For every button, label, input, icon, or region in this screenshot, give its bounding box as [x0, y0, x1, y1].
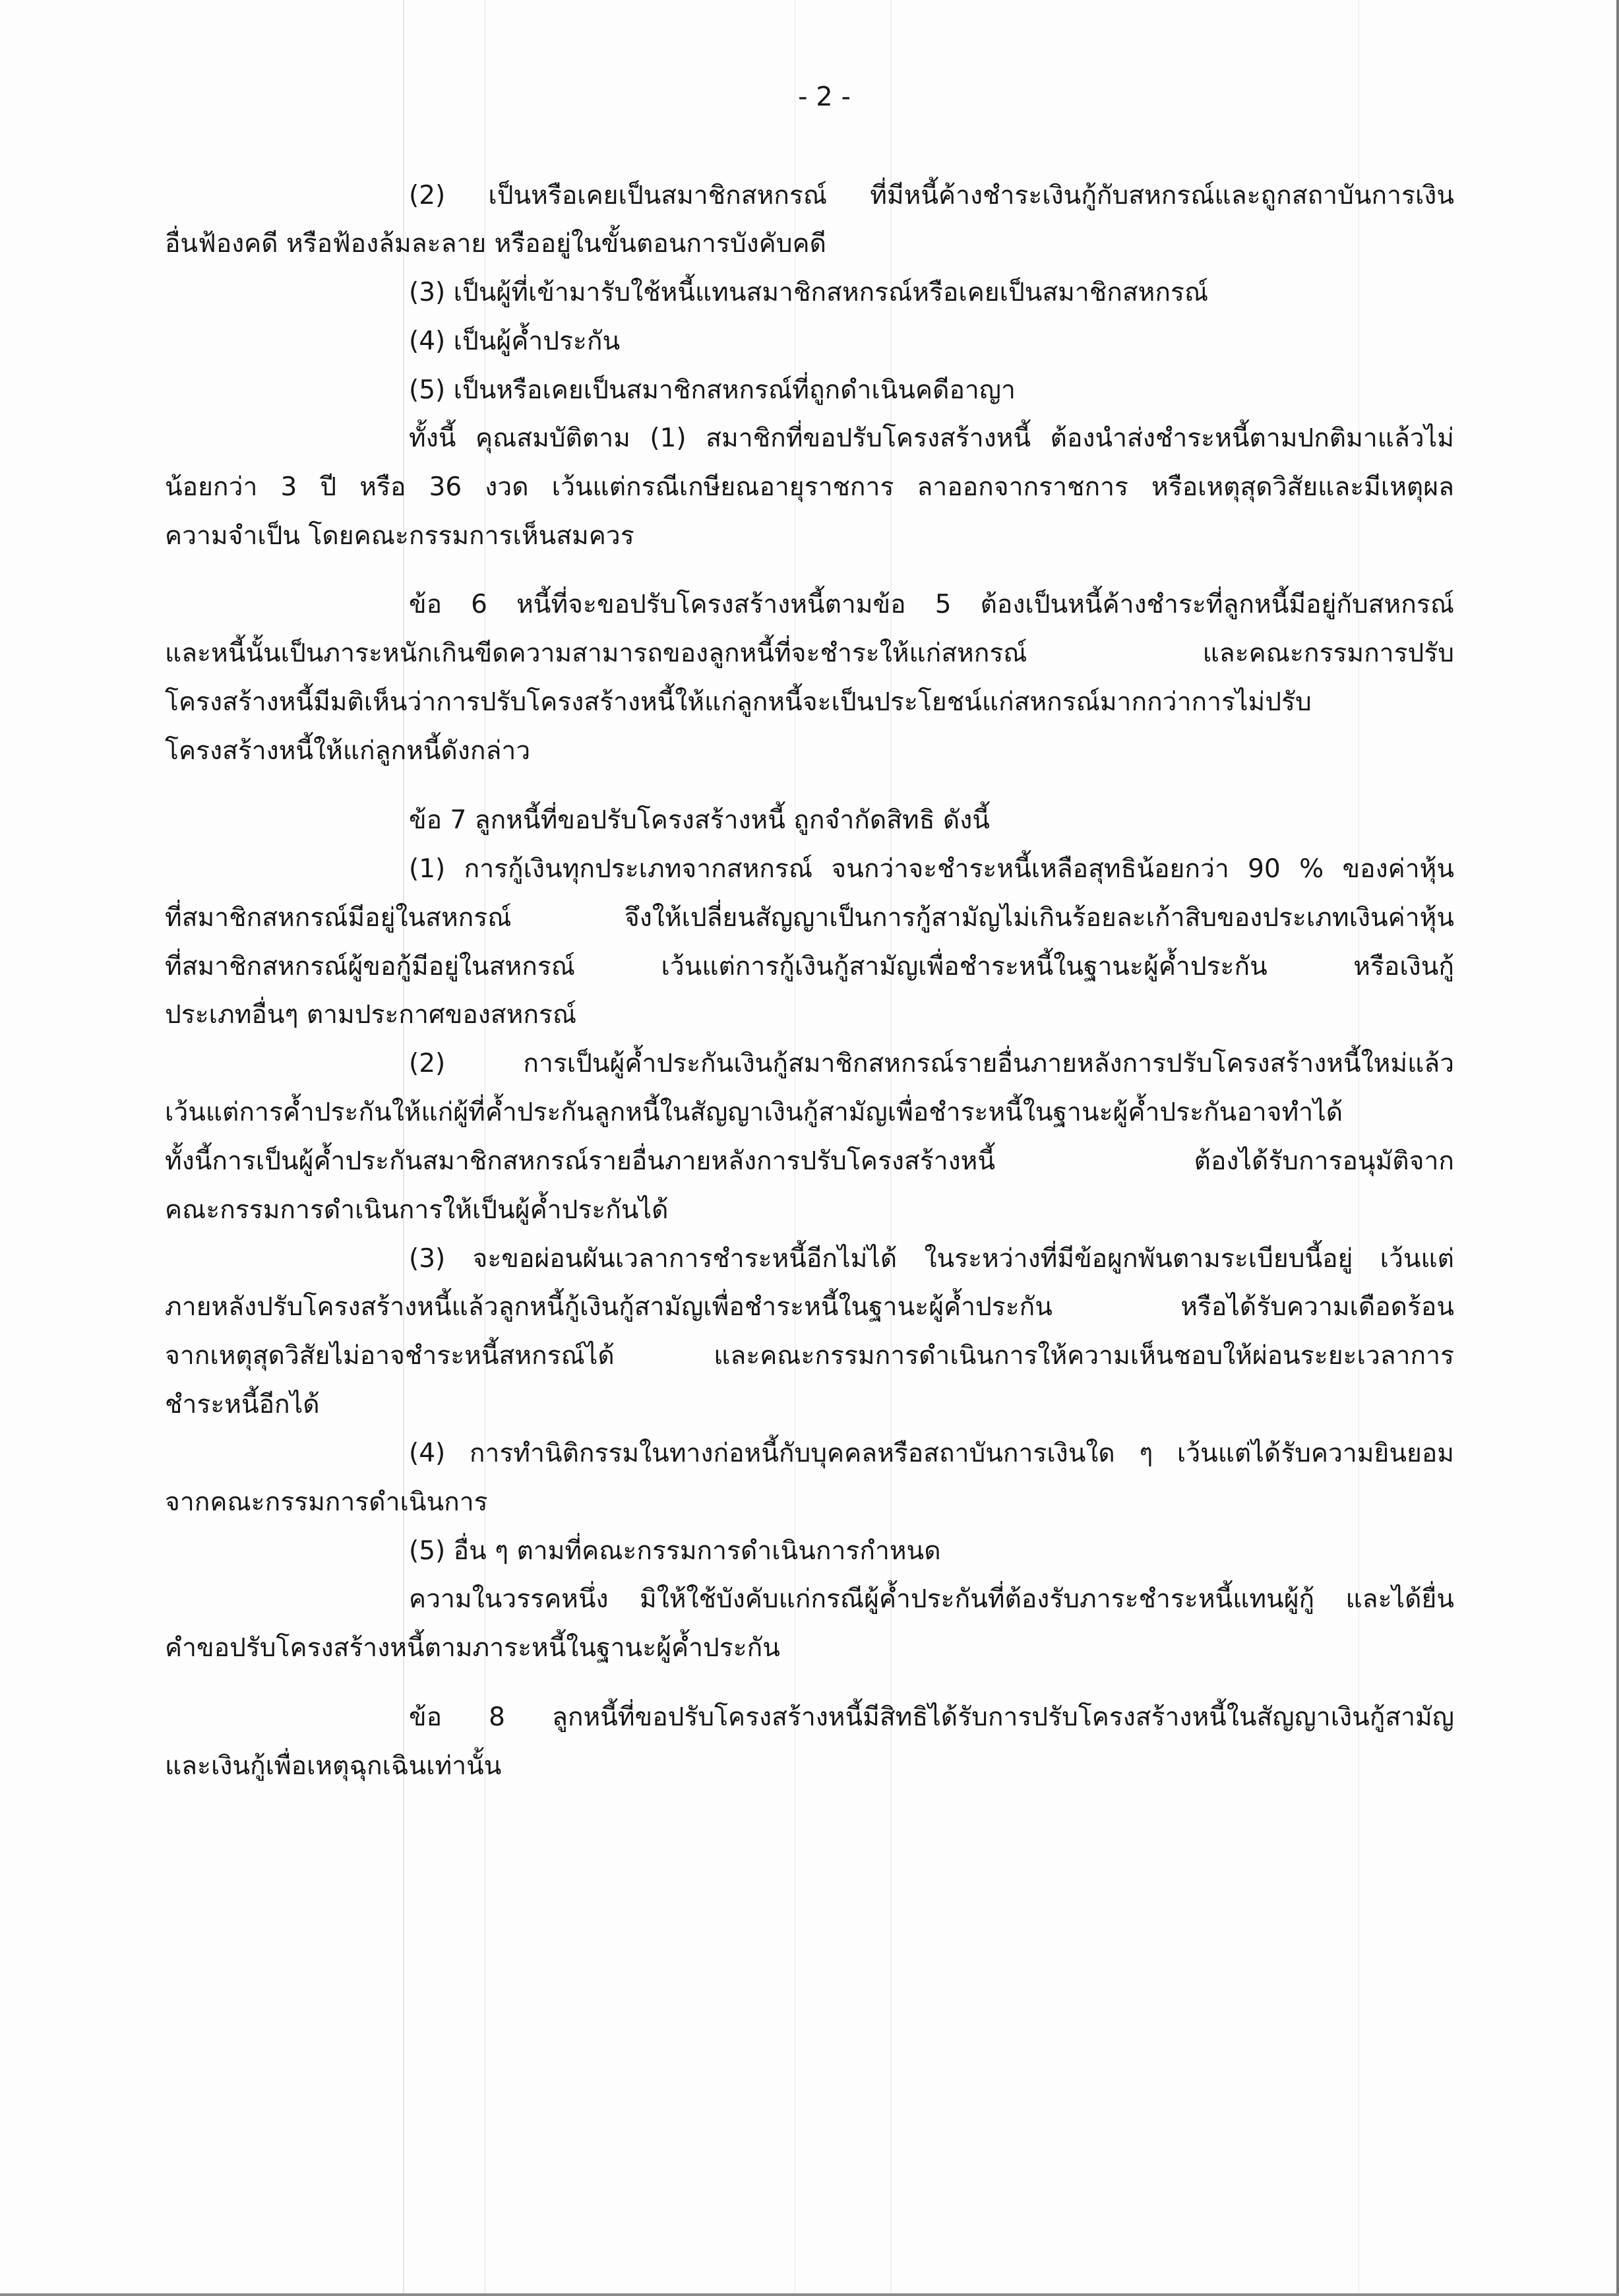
text-line: ทั้งนี้ คุณสมบัติตาม (1) สมาชิกที่ขอปรับโครงสร้างหนี้ ต้องนำส่งชำระหนี้ตามปกติมาแล้วไม่ — [409, 423, 1454, 453]
text-line: ความจำเป็น โดยคณะกรรมการเห็นสมควร — [165, 521, 634, 551]
text-line: โครงสร้างหนี้มีมติเห็นว่าการปรับโครงสร้างหนี้ให้แก่ลูกหนี้จะเป็นประโยชน์แก่สหกรณ์มากกว่าการไม่ปรับ — [165, 687, 1312, 717]
scan-edge-bottom — [0, 2293, 1619, 2296]
text-line: (5) อื่น ๆ ตามที่คณะกรรมการดำเนินการกำหนด — [409, 1536, 941, 1566]
text-line: (3) จะขอผ่อนผันเวลาการชำระหนี้อีกไม่ได้ ในระหว่างที่มีข้อผูกพันตามระเบียบนี้อยู่ เว้นแต่ — [409, 1244, 1454, 1274]
text-line: คำขอปรับโครงสร้างหนี้ตามภาระหนี้ในฐานะผู้ค้ำประกัน — [165, 1633, 780, 1663]
text-line: ทั้งนี้การเป็นผู้ค้ำประกันสมาชิกสหกรณ์รายอื่นภายหลังการปรับโครงสร้างหนี้ ต้องได้รับการอนุมัติจาก — [165, 1146, 1454, 1176]
scan-edge-right — [1616, 0, 1619, 2296]
text-line: (1) การกู้เงินทุกประเภทจากสหกรณ์ จนกว่าจะชำระหนี้เหลือสุทธิน้อยกว่า 90 % ของค่าหุ้น — [409, 854, 1454, 884]
text-line: ข้อ 6 หนี้ที่จะขอปรับโครงสร้างหนี้ตามข้อ 5 ต้องเป็นหนี้ค้างชำระที่ลูกหนี้มีอยู่กับสหกรณ์ — [409, 590, 1454, 619]
text-line: และหนี้นั้นเป็นภาระหนักเกินขีดความสามารถของลูกหนี้ที่จะชำระให้แก่สหกรณ์ และคณะกรรมการปรับ — [165, 638, 1454, 668]
text-line: (5) เป็นหรือเคยเป็นสมาชิกสหกรณ์ที่ถูกดำเนินคดีอาญา — [409, 375, 1016, 405]
text-line: (4) เป็นผู้ค้ำประกัน — [409, 326, 621, 356]
text-line: จากคณะกรรมการดำเนินการ — [165, 1487, 488, 1517]
text-line: ที่สมาชิกสหกรณ์มีอยู่ในสหกรณ์ จึงให้เปลี่ยนสัญญาเป็นการกู้สามัญไม่เกินร้อยละเก้าสิบของประเภทเงินค่าหุ้น — [165, 903, 1454, 933]
text-line: (3) เป็นผู้ที่เข้ามารับใช้หนี้แทนสมาชิกสหกรณ์หรือเคยเป็นสมาชิกสหกรณ์ — [409, 278, 1209, 307]
text-line: (2) การเป็นผู้ค้ำประกันเงินกู้สมาชิกสหกรณ์รายอื่นภายหลังการปรับโครงสร้างหนี้ใหม่แล้ว — [409, 1049, 1454, 1078]
text-line: ความในวรรคหนึ่ง มิให้ใช้บังคับแก่กรณีผู้ค้ำประกันที่ต้องรับภาระชำระหนี้แทนผู้กู้ และได้ยื่น — [409, 1584, 1454, 1614]
page-number: - 2 - — [798, 82, 851, 112]
text-line: (2) เป็นหรือเคยเป็นสมาชิกสหกรณ์ ที่มีหนี้ค้างชำระเงินกู้กับสหกรณ์และถูกสถาบันการเงิน — [409, 181, 1454, 210]
text-line: ชำระหนี้อีกได้ — [165, 1390, 320, 1419]
text-line: (4) การทำนิติกรรมในทางก่อหนี้กับบุคคลหรือสถาบันการเงินใด ๆ เว้นแต่ได้รับความยินยอม — [409, 1439, 1454, 1468]
text-line: อื่นฟ้องคดี หรือฟ้องล้มละลาย หรืออยู่ในขั้นตอนการบังคับคดี — [165, 229, 826, 259]
text-line: จากเหตุสุดวิสัยไม่อาจชำระหนี้สหกรณ์ได้ และคณะกรรมการดำเนินการให้ความเห็นชอบให้ผ่อนระยะเวลาการ — [165, 1341, 1454, 1371]
text-line: และเงินกู้เพื่อเหตุฉุกเฉินเท่านั้น — [165, 1751, 502, 1781]
text-line: โครงสร้างหนี้ให้แก่ลูกหนี้ดังกล่าว — [165, 736, 531, 766]
text-line: คณะกรรมการดำเนินการให้เป็นผู้ค้ำประกันได้ — [165, 1195, 669, 1225]
text-line: ข้อ 7 ลูกหนี้ที่ขอปรับโครงสร้างหนี้ ถูกจำกัดสิทธิ ดังนี้ — [409, 805, 990, 835]
text-line: เว้นแต่การค้ำประกันให้แก่ผู้ที่ค้ำประกันลูกหนี้ในสัญญาเงินกู้สามัญเพื่อชำระหนี้ในฐานะผู้ค้ำประกันอาจทำได้ — [165, 1098, 1343, 1127]
text-line: น้อยกว่า 3 ปี หรือ 36 งวด เว้นแต่กรณีเกษียณอายุราชการ ลาออกจากราชการ หรือเหตุสุดวิสัยและมีเหตุผล — [165, 472, 1454, 502]
text-line: ภายหลังปรับโครงสร้างหนี้แล้วลูกหนี้กู้เงินกู้สามัญเพื่อชำระหนี้ในฐานะผู้ค้ำประกัน หรือได้รับความเดือดร้อน — [165, 1292, 1454, 1322]
text-line: ประเภทอื่นๆ ตามประกาศของสหกรณ์ — [165, 1000, 577, 1030]
text-line: ข้อ 8 ลูกหนี้ที่ขอปรับโครงสร้างหนี้มีสิทธิได้รับการปรับโครงสร้างหนี้ในสัญญาเงินกู้สามัญ — [409, 1702, 1454, 1732]
text-line: ที่สมาชิกสหกรณ์ผู้ขอกู้มีอยู่ในสหกรณ์ เว้นแต่การกู้เงินกู้สามัญเพื่อชำระหนี้ในฐานะผู้ค้ำประกัน หรือเงินกู้ — [165, 952, 1454, 981]
